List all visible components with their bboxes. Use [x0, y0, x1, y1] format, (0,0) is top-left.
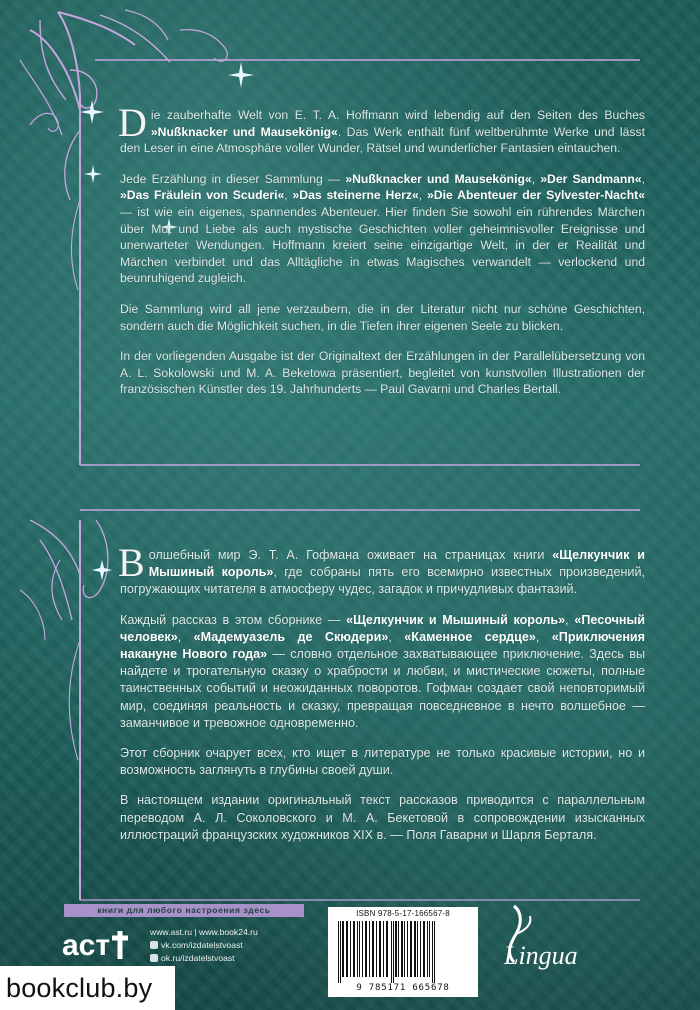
story-title: »Nußknacker und Mausekönig«	[345, 171, 532, 186]
story-title: »Der Sandmann«	[540, 171, 642, 186]
sparkle-icon	[80, 100, 104, 124]
german-paragraph-1: Die zauberhafte Welt von E. T. A. Hoffmann wird lebendig auf den Seiten des Buches »Nußknacker und Mausekönig«. Das Werk enthält fünf weltberühmte Werke und lässt den Leser in eine Atmosphäre voller Wunder, Rätsel und wunderlicher Fantasien eintauchen.	[118, 100, 645, 156]
story-title: «Мадемуазель де Скюдери»	[193, 629, 389, 644]
ast-logo-icon	[62, 925, 136, 965]
russian-paragraph-1: Волшебный мир Э. Т. А. Гофмана оживает на страницах книги «Щелкунчик и Мышиный король», где собраны пять его всемирно известных произведений, погружающих читателя в атмосферу чудес, загадок и причудливых фантазий.	[118, 540, 645, 597]
lingua-logo-text: Lingua	[504, 941, 578, 970]
story-title: «Приключения накануне Нового года»	[120, 629, 646, 662]
german-description	[118, 100, 645, 412]
barcode	[328, 907, 478, 997]
russian-paragraph-4: В настоящем издании оригинальный текст рассказов приводится с параллельным переводом А. Л. Соколовского и М. А. Бекетовой в сопровождении изысканных иллюстраций французских художников XIX в. — Поля Гаварни и Шарля Берталя.	[120, 793, 645, 842]
german-paragraph-4: In der vorliegenden Ausgabe ist der Originaltext der Erzählungen in der Parallelübersetzung von A. L. Sokolowski und M. A. Beketowa präsentiert, begleitet von kunstvollen Illustrationen der französischen Künstler des 19. Jahrhunderts — Paul Gavarni und Charles Bertall.	[120, 349, 645, 397]
link-vk[interactable]: vk.com/izdatelstvoast	[150, 939, 258, 952]
russian-paragraph-2: Каждый рассказ в этом сборнике — «Щелкунчик и Мышиный король», «Песочный человек», «Мадемуазель де Скюдери», «Каменное сердце», «Приключения накануне Нового года» — словно отдельное захватывающее приключение. Здесь вы найдете и трогательную сказку о храбрости и любви, и мистические сюжеты, полные таинственных событий и неожиданных поворотов. Гофман создает свой неповторимый мир, соединяя реальность и сказку, превращая повседневное в нечто волшебное — заманчивое и тревожное одновременно.	[120, 612, 646, 730]
story-title: »Das Fräulein von Scuderi«	[120, 188, 285, 203]
isbn-text: ISBN 978-5-17-166567-8	[356, 909, 450, 918]
russian-description	[118, 540, 646, 857]
barcode-number: 9 785171 665678	[356, 983, 450, 993]
sparkle-icon	[92, 560, 112, 580]
story-title: «Песочный человек»	[120, 612, 646, 644]
german-paragraph-2: Jede Erzählung in dieser Sammlung — »Nußknacker und Mausekönig«, »Der Sandmann«, »Das Fräulein von Scuderi«, »Das steinerne Herz«, »Die Abenteuer der Sylvester-Nacht« — ist wie ein eigenes, spannendes Abenteuer. Hier finden Sie sowohl ein rührendes Märchen über Mut und Liebe als auch mystische Geschichten voller geheimnisvoller Ereignisse und unerwarteter Wendungen. Hoffmann kreiert seine einzigartige Welt, in der er Realität und Märchen verbindet und das Alltägliche in etwas Magisches verwandelt — verlockend und beunruhigend zugleich.	[120, 171, 645, 286]
lingua-logo-icon	[492, 900, 592, 980]
link-ok[interactable]: ok.ru/izdatelstvoast	[150, 952, 258, 965]
story-title: »Die Abenteuer der Sylvester-Nacht«	[427, 188, 645, 203]
vk-icon	[150, 941, 158, 949]
dropcap-v: В	[118, 540, 145, 585]
barcode-bars	[336, 921, 470, 983]
story-title: «Щелкунчик и Мышиный король»	[148, 548, 645, 580]
german-paragraph-3: Die Sammlung wird all jene verzaubern, die in der Literatur nicht nur schöne Geschichten, sondern auch die Möglichkeit suchen, in die Tiefen ihrer eigenen Seele zu blicken.	[120, 301, 645, 333]
tagline: книги для любого настроения здесь	[64, 904, 304, 917]
ast-logo-text: аст	[62, 929, 111, 962]
story-title: »Das steinerne Herz«	[292, 188, 419, 203]
russian-paragraph-3: Этот сборник очарует всех, кто ищет в литературе не только красивые истории, но и возможность заглянуть в глубины своей души.	[120, 746, 645, 778]
dropcap-d: D	[118, 100, 147, 145]
bookclub-watermark: bookclub.by	[0, 966, 175, 1010]
story-title: «Щелкунчик и Мышиный король»	[346, 612, 566, 627]
link-websites[interactable]: www.ast.ru | www.book24.ru	[150, 927, 258, 937]
sparkle-icon	[84, 165, 102, 183]
sparkle-icon	[228, 62, 254, 88]
story-title: «Каменное сердце»	[404, 629, 536, 644]
publisher-links	[150, 926, 258, 965]
ok-icon	[150, 954, 158, 962]
story-title: »Nußknacker und Mausekönig«	[150, 124, 338, 139]
